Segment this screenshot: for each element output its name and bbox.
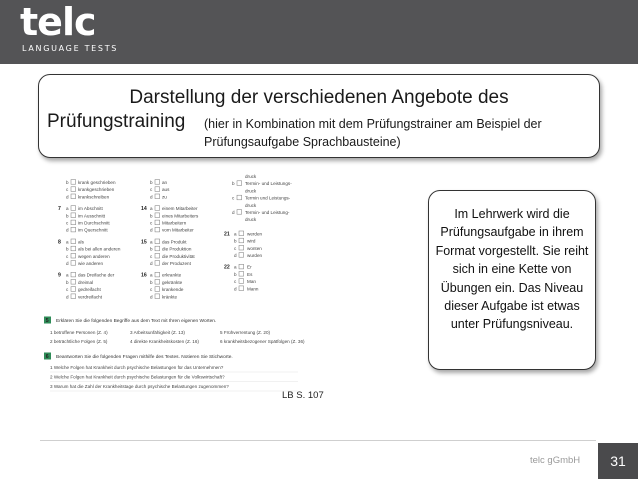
exercise-number: 21 xyxy=(224,231,230,238)
option-text: Termin und Leistungs- xyxy=(245,195,291,201)
option-text: im Ausschnitt xyxy=(78,213,106,219)
task-item: 2 Welche Folgen hat Krankheit durch psychische Belastungen für die Volkswirtschaft? xyxy=(50,374,225,380)
textbook-page-excerpt xyxy=(38,170,436,416)
option-checkbox xyxy=(239,286,244,291)
option-letter: d xyxy=(66,227,69,233)
option-checkbox xyxy=(155,261,160,266)
option-checkbox xyxy=(239,272,244,277)
slide-subtitle-line2: Prüfungsaufgabe Sprachbausteine) xyxy=(204,135,401,149)
option-text: Er xyxy=(247,264,252,270)
option-text: Man xyxy=(247,279,256,285)
option-checkbox xyxy=(71,206,76,211)
option-letter: b xyxy=(150,246,153,252)
option-checkbox xyxy=(239,264,244,269)
option-checkbox xyxy=(155,187,160,192)
header-bar xyxy=(0,0,638,64)
option-checkbox xyxy=(155,246,160,251)
option-text: das Dreifache der xyxy=(78,272,115,278)
option-letter: c xyxy=(232,195,235,201)
option-text: krankende xyxy=(162,287,184,293)
task-item: 3 Warum hat die Zahl der Krankheitstage durch psychische Belastungen zugenommen? xyxy=(50,384,229,389)
option-letter: d xyxy=(66,194,69,200)
page-reference: LB S. 107 xyxy=(282,390,324,401)
option-text: druck xyxy=(245,188,257,194)
option-checkbox xyxy=(155,253,160,258)
option-checkbox xyxy=(71,213,76,218)
slide-subtitle xyxy=(204,115,589,151)
option-letter: c xyxy=(234,279,237,285)
option-checkbox xyxy=(71,272,76,277)
option-checkbox xyxy=(239,238,244,243)
option-text: die Produktion xyxy=(162,246,192,252)
option-letter: d xyxy=(232,210,235,215)
option-letter: a xyxy=(66,239,69,245)
exercise-number: 15 xyxy=(141,239,147,246)
task-heading: Erklären Sie die folgenden Begriffe aus dem Text mit Ihren eigenen Worten. xyxy=(56,319,217,324)
task-item: 1 betroffene Personen (Z. 4) xyxy=(50,330,108,335)
option-checkbox xyxy=(237,195,242,200)
exercise-number: 7 xyxy=(58,206,61,213)
option-checkbox xyxy=(239,279,244,284)
option-text: zu xyxy=(162,194,167,200)
option-text: Es xyxy=(247,271,253,277)
logo-subtitle: LANGUAGE TESTS xyxy=(22,44,119,53)
option-letter: b xyxy=(66,180,69,185)
option-letter: c xyxy=(66,287,69,293)
option-checkbox xyxy=(239,231,244,236)
exercise-number: 14 xyxy=(141,206,147,213)
option-text: druck xyxy=(245,202,257,208)
option-text: wird xyxy=(247,238,256,244)
option-checkbox xyxy=(237,210,242,215)
footer-divider xyxy=(40,440,596,441)
task-item: 3 Arbeitsunfähigkeit (Z. 13) xyxy=(130,330,185,335)
option-checkbox xyxy=(155,206,160,211)
option-text: Mitarbeitern xyxy=(162,220,187,226)
option-checkbox xyxy=(71,227,76,232)
option-text: im Durchschnitt xyxy=(78,220,110,226)
option-checkbox xyxy=(237,181,242,186)
option-letter: b xyxy=(150,213,153,219)
option-letter: b xyxy=(66,213,69,219)
option-letter: c xyxy=(150,187,153,193)
exercise-number: 16 xyxy=(141,272,147,279)
title-callout xyxy=(38,74,600,158)
option-letter: d xyxy=(150,261,153,266)
option-checkbox xyxy=(155,294,160,299)
option-text: gekränkte xyxy=(162,279,183,285)
option-checkbox xyxy=(71,287,76,292)
option-text: das Produkt xyxy=(162,239,187,245)
exercise-number: 8 xyxy=(58,239,61,246)
option-checkbox xyxy=(155,280,160,285)
option-letter: d xyxy=(66,294,69,300)
option-text: Termin- und Leistung- xyxy=(245,210,290,215)
option-letter: b xyxy=(232,181,235,187)
option-letter: d xyxy=(150,294,153,300)
option-text: wurden xyxy=(247,253,263,258)
option-letter: b xyxy=(150,279,153,285)
option-letter: d xyxy=(234,253,237,258)
option-text: gedreifacht xyxy=(78,287,101,293)
option-checkbox xyxy=(239,253,244,258)
logo-wordmark: telc xyxy=(20,0,96,44)
option-text: aus xyxy=(162,187,170,193)
task-number: 5 xyxy=(45,318,49,324)
option-text: als bei allen anderen xyxy=(78,246,121,252)
option-letter: c xyxy=(66,220,69,226)
option-letter: a xyxy=(66,272,69,278)
option-letter: a xyxy=(150,272,153,278)
option-checkbox xyxy=(239,245,244,250)
option-letter: b xyxy=(66,279,69,285)
option-checkbox xyxy=(155,239,160,244)
slide-number: 31 xyxy=(598,443,638,479)
option-checkbox xyxy=(155,272,160,277)
option-letter: c xyxy=(234,245,237,251)
option-text: dreimal xyxy=(78,279,94,285)
option-letter: b xyxy=(234,271,237,277)
option-text: erkrankte xyxy=(162,272,182,278)
option-letter: b xyxy=(150,180,153,185)
exercise-number: 9 xyxy=(58,272,61,279)
option-text: krank geschrieben xyxy=(78,180,116,185)
option-checkbox xyxy=(71,194,76,199)
option-text: im Querschnitt xyxy=(78,227,108,233)
option-text: kränkte xyxy=(162,294,178,300)
option-letter: b xyxy=(234,238,237,244)
slide-title-line1: Darstellung der verschiedenen Angebote des xyxy=(129,87,509,108)
option-text: druck xyxy=(245,217,257,223)
task-item: 2 beträchtliche Folgen (Z. 5) xyxy=(50,339,108,344)
option-checkbox xyxy=(71,187,76,192)
option-checkbox xyxy=(155,194,160,199)
task-item: 1 Welche Folgen hat Krankheit durch psychische Belastungen für das Unternehmen? xyxy=(50,365,224,370)
option-text: der Produzent xyxy=(162,261,191,266)
option-letter: c xyxy=(150,287,153,293)
option-letter: b xyxy=(66,246,69,252)
option-letter: c xyxy=(150,220,153,226)
option-letter: d xyxy=(234,286,237,292)
option-text: wie anderen xyxy=(78,261,104,266)
option-text: einem Mitarbeiter xyxy=(162,206,198,212)
slide-subtitle-line1: (hier in Kombination mit dem Prüfungstrainer am Beispiel der xyxy=(204,117,542,131)
task-number: 6 xyxy=(45,354,49,360)
task-item: 6 krankheitsbezogener Spätfolgen (Z. 36) xyxy=(220,339,305,344)
option-letter: a xyxy=(150,206,153,212)
option-text: Mann xyxy=(247,286,259,292)
option-letter: c xyxy=(66,253,69,259)
option-checkbox xyxy=(155,220,160,225)
option-checkbox xyxy=(155,227,160,232)
option-letter: c xyxy=(66,187,69,193)
option-letter: a xyxy=(150,239,153,245)
company-name: telc gGmbH xyxy=(530,455,581,466)
option-letter: a xyxy=(234,264,237,270)
option-text: eines Mitarbeiters xyxy=(162,213,199,219)
option-checkbox xyxy=(71,294,76,299)
option-checkbox xyxy=(71,253,76,258)
option-letter: d xyxy=(150,194,153,200)
option-checkbox xyxy=(155,180,160,185)
option-text: vom Mitarbeiter xyxy=(162,227,194,233)
option-text: wonten xyxy=(247,245,262,251)
option-letter: c xyxy=(150,253,153,259)
option-text: als xyxy=(78,239,84,245)
option-letter: a xyxy=(234,231,237,237)
option-text: verdreifacht xyxy=(78,294,103,300)
slide-title-line2: Prüfungstraining xyxy=(47,111,186,132)
option-text: krankgeschrieben xyxy=(78,187,115,193)
task-heading: Beantworten Sie die folgenden Fragen mithilfe des Textes. Notieren Sie Stichworte. xyxy=(56,355,233,360)
option-text: krankschreiben xyxy=(78,194,110,200)
option-checkbox xyxy=(71,180,76,185)
exercise-number: 22 xyxy=(224,264,230,271)
task-item: 4 direkte Krankheitskosten (Z. 16) xyxy=(130,339,199,344)
option-text: im Abschnitt xyxy=(78,206,103,212)
option-text: an xyxy=(162,180,168,185)
option-checkbox xyxy=(71,246,76,251)
option-letter: d xyxy=(150,227,153,233)
option-text: Termin- und Leistungs- xyxy=(245,181,292,187)
option-checkbox xyxy=(71,220,76,225)
telc-logo xyxy=(20,0,119,58)
option-checkbox xyxy=(155,287,160,292)
option-checkbox xyxy=(155,213,160,218)
option-text: werden xyxy=(247,231,263,237)
option-text: die Produktivität xyxy=(162,253,195,259)
info-callout: Im Lehrwerk wird die Prüfungsaufgabe in ihrem Format vorgestellt. Sie reiht sich in eine Kette von Übungen ein. Das Niveau dieser Aufgabe ist etwas unter Prüfungsniveau. xyxy=(428,190,596,370)
option-checkbox xyxy=(71,280,76,285)
option-text: wegen anderen xyxy=(78,253,110,259)
option-text: druck xyxy=(245,174,257,179)
option-letter: a xyxy=(66,206,69,212)
option-letter: d xyxy=(66,261,69,266)
option-checkbox xyxy=(71,239,76,244)
option-checkbox xyxy=(71,261,76,266)
task-item: 5 Frühverrentung (Z. 20) xyxy=(220,330,271,335)
